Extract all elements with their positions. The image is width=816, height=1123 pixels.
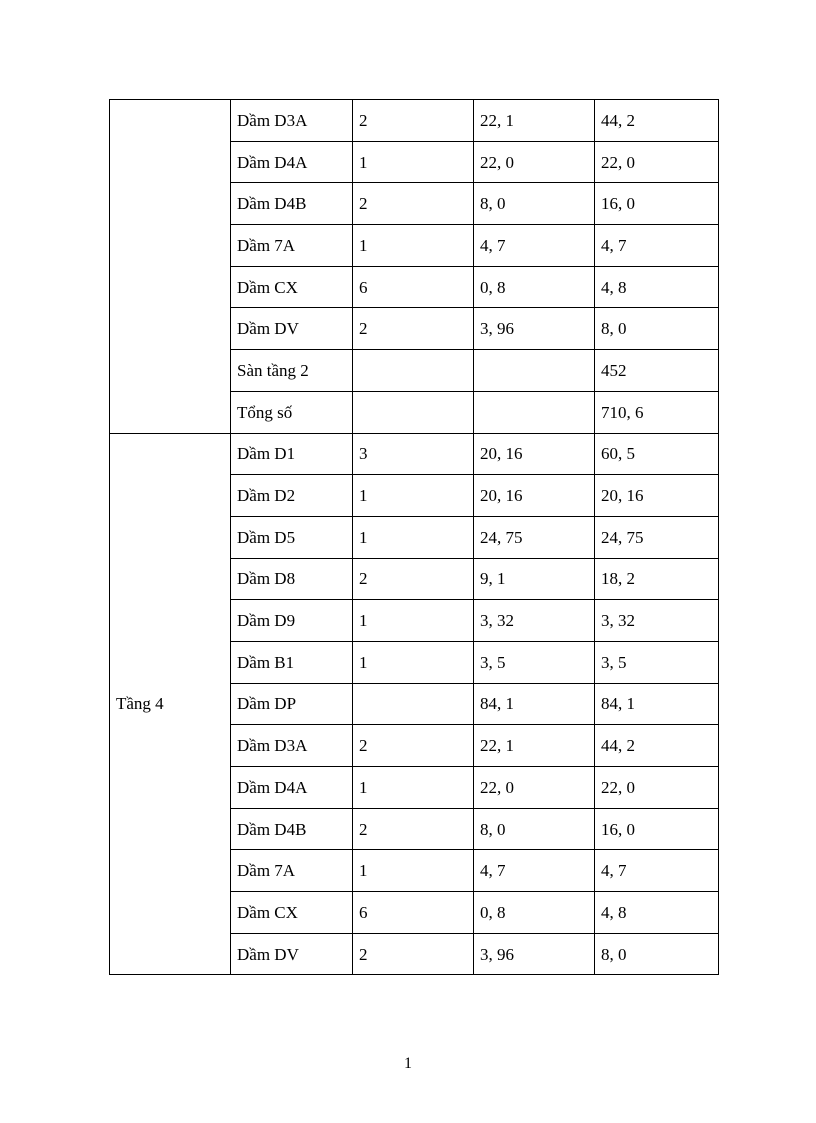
total-value-cell: 18, 2 bbox=[595, 558, 719, 600]
unit-value-cell: 4, 7 bbox=[474, 850, 595, 892]
quantity-cell: 1 bbox=[353, 475, 474, 517]
unit-value-cell bbox=[474, 350, 595, 392]
floor-label-cell: Tầng 4 bbox=[110, 433, 231, 975]
item-name-cell: Dầm D9 bbox=[231, 600, 353, 642]
unit-value-cell: 3, 32 bbox=[474, 600, 595, 642]
total-value-cell: 20, 16 bbox=[595, 475, 719, 517]
total-value-cell: 4, 8 bbox=[595, 892, 719, 934]
item-name-cell: Dầm CX bbox=[231, 266, 353, 308]
quantity-cell: 1 bbox=[353, 225, 474, 267]
quantity-cell: 2 bbox=[353, 183, 474, 225]
quantity-cell: 3 bbox=[353, 433, 474, 475]
unit-value-cell: 22, 1 bbox=[474, 725, 595, 767]
total-value-cell: 4, 7 bbox=[595, 850, 719, 892]
item-name-cell: Dầm D4A bbox=[231, 767, 353, 809]
unit-value-cell: 8, 0 bbox=[474, 183, 595, 225]
beam-quantity-table bbox=[109, 99, 719, 975]
table-row bbox=[110, 433, 719, 475]
item-name-cell: Dầm D3A bbox=[231, 725, 353, 767]
unit-value-cell: 20, 16 bbox=[474, 433, 595, 475]
quantity-cell: 2 bbox=[353, 725, 474, 767]
unit-value-cell: 3, 96 bbox=[474, 308, 595, 350]
unit-value-cell: 22, 1 bbox=[474, 100, 595, 142]
unit-value-cell: 22, 0 bbox=[474, 767, 595, 809]
quantity-cell: 2 bbox=[353, 933, 474, 975]
item-name-cell: Dầm D4A bbox=[231, 141, 353, 183]
total-value-cell: 4, 7 bbox=[595, 225, 719, 267]
page-number: 1 bbox=[404, 1055, 412, 1072]
table-body bbox=[110, 100, 719, 975]
quantity-cell: 1 bbox=[353, 141, 474, 183]
total-value-cell: 16, 0 bbox=[595, 183, 719, 225]
quantity-cell: 6 bbox=[353, 892, 474, 934]
unit-value-cell bbox=[474, 391, 595, 433]
total-value-cell: 8, 0 bbox=[595, 933, 719, 975]
item-name-cell: Sàn tầng 2 bbox=[231, 350, 353, 392]
item-name-cell: Dầm D2 bbox=[231, 475, 353, 517]
unit-value-cell: 22, 0 bbox=[474, 141, 595, 183]
quantity-cell: 1 bbox=[353, 850, 474, 892]
total-value-cell: 44, 2 bbox=[595, 100, 719, 142]
unit-value-cell: 0, 8 bbox=[474, 892, 595, 934]
unit-value-cell: 3, 96 bbox=[474, 933, 595, 975]
total-value-cell: 4, 8 bbox=[595, 266, 719, 308]
total-value-cell: 452 bbox=[595, 350, 719, 392]
item-name-cell: Dầm D1 bbox=[231, 433, 353, 475]
item-name-cell: Dầm B1 bbox=[231, 641, 353, 683]
total-value-cell: 22, 0 bbox=[595, 767, 719, 809]
total-value-cell: 3, 32 bbox=[595, 600, 719, 642]
item-name-cell: Dầm 7A bbox=[231, 225, 353, 267]
quantity-cell bbox=[353, 683, 474, 725]
total-value-cell: 16, 0 bbox=[595, 808, 719, 850]
total-value-cell: 8, 0 bbox=[595, 308, 719, 350]
item-name-cell: Dầm 7A bbox=[231, 850, 353, 892]
item-name-cell: Dầm DP bbox=[231, 683, 353, 725]
unit-value-cell: 8, 0 bbox=[474, 808, 595, 850]
item-name-cell: Dầm D4B bbox=[231, 183, 353, 225]
unit-value-cell: 3, 5 bbox=[474, 641, 595, 683]
item-name-cell: Dầm D5 bbox=[231, 516, 353, 558]
unit-value-cell: 24, 75 bbox=[474, 516, 595, 558]
total-value-cell: 710, 6 bbox=[595, 391, 719, 433]
item-name-cell: Dầm DV bbox=[231, 308, 353, 350]
quantity-cell bbox=[353, 350, 474, 392]
table-row bbox=[110, 100, 719, 142]
total-value-cell: 84, 1 bbox=[595, 683, 719, 725]
total-value-cell: 24, 75 bbox=[595, 516, 719, 558]
item-name-cell: Dầm DV bbox=[231, 933, 353, 975]
quantity-cell: 1 bbox=[353, 516, 474, 558]
quantity-cell: 6 bbox=[353, 266, 474, 308]
quantity-cell: 2 bbox=[353, 100, 474, 142]
unit-value-cell: 84, 1 bbox=[474, 683, 595, 725]
unit-value-cell: 0, 8 bbox=[474, 266, 595, 308]
total-value-cell: 44, 2 bbox=[595, 725, 719, 767]
item-name-cell: Dầm CX bbox=[231, 892, 353, 934]
total-value-cell: 22, 0 bbox=[595, 141, 719, 183]
quantity-cell: 1 bbox=[353, 641, 474, 683]
item-name-cell: Dầm D8 bbox=[231, 558, 353, 600]
quantity-cell: 2 bbox=[353, 558, 474, 600]
quantity-cell bbox=[353, 391, 474, 433]
unit-value-cell: 4, 7 bbox=[474, 225, 595, 267]
unit-value-cell: 20, 16 bbox=[474, 475, 595, 517]
quantity-cell: 1 bbox=[353, 767, 474, 809]
item-name-cell: Dầm D3A bbox=[231, 100, 353, 142]
item-name-cell: Tổng số bbox=[231, 391, 353, 433]
unit-value-cell: 9, 1 bbox=[474, 558, 595, 600]
floor-label-cell bbox=[110, 100, 231, 434]
total-value-cell: 60, 5 bbox=[595, 433, 719, 475]
quantity-cell: 2 bbox=[353, 308, 474, 350]
quantity-cell: 1 bbox=[353, 600, 474, 642]
item-name-cell: Dầm D4B bbox=[231, 808, 353, 850]
quantity-cell: 2 bbox=[353, 808, 474, 850]
total-value-cell: 3, 5 bbox=[595, 641, 719, 683]
